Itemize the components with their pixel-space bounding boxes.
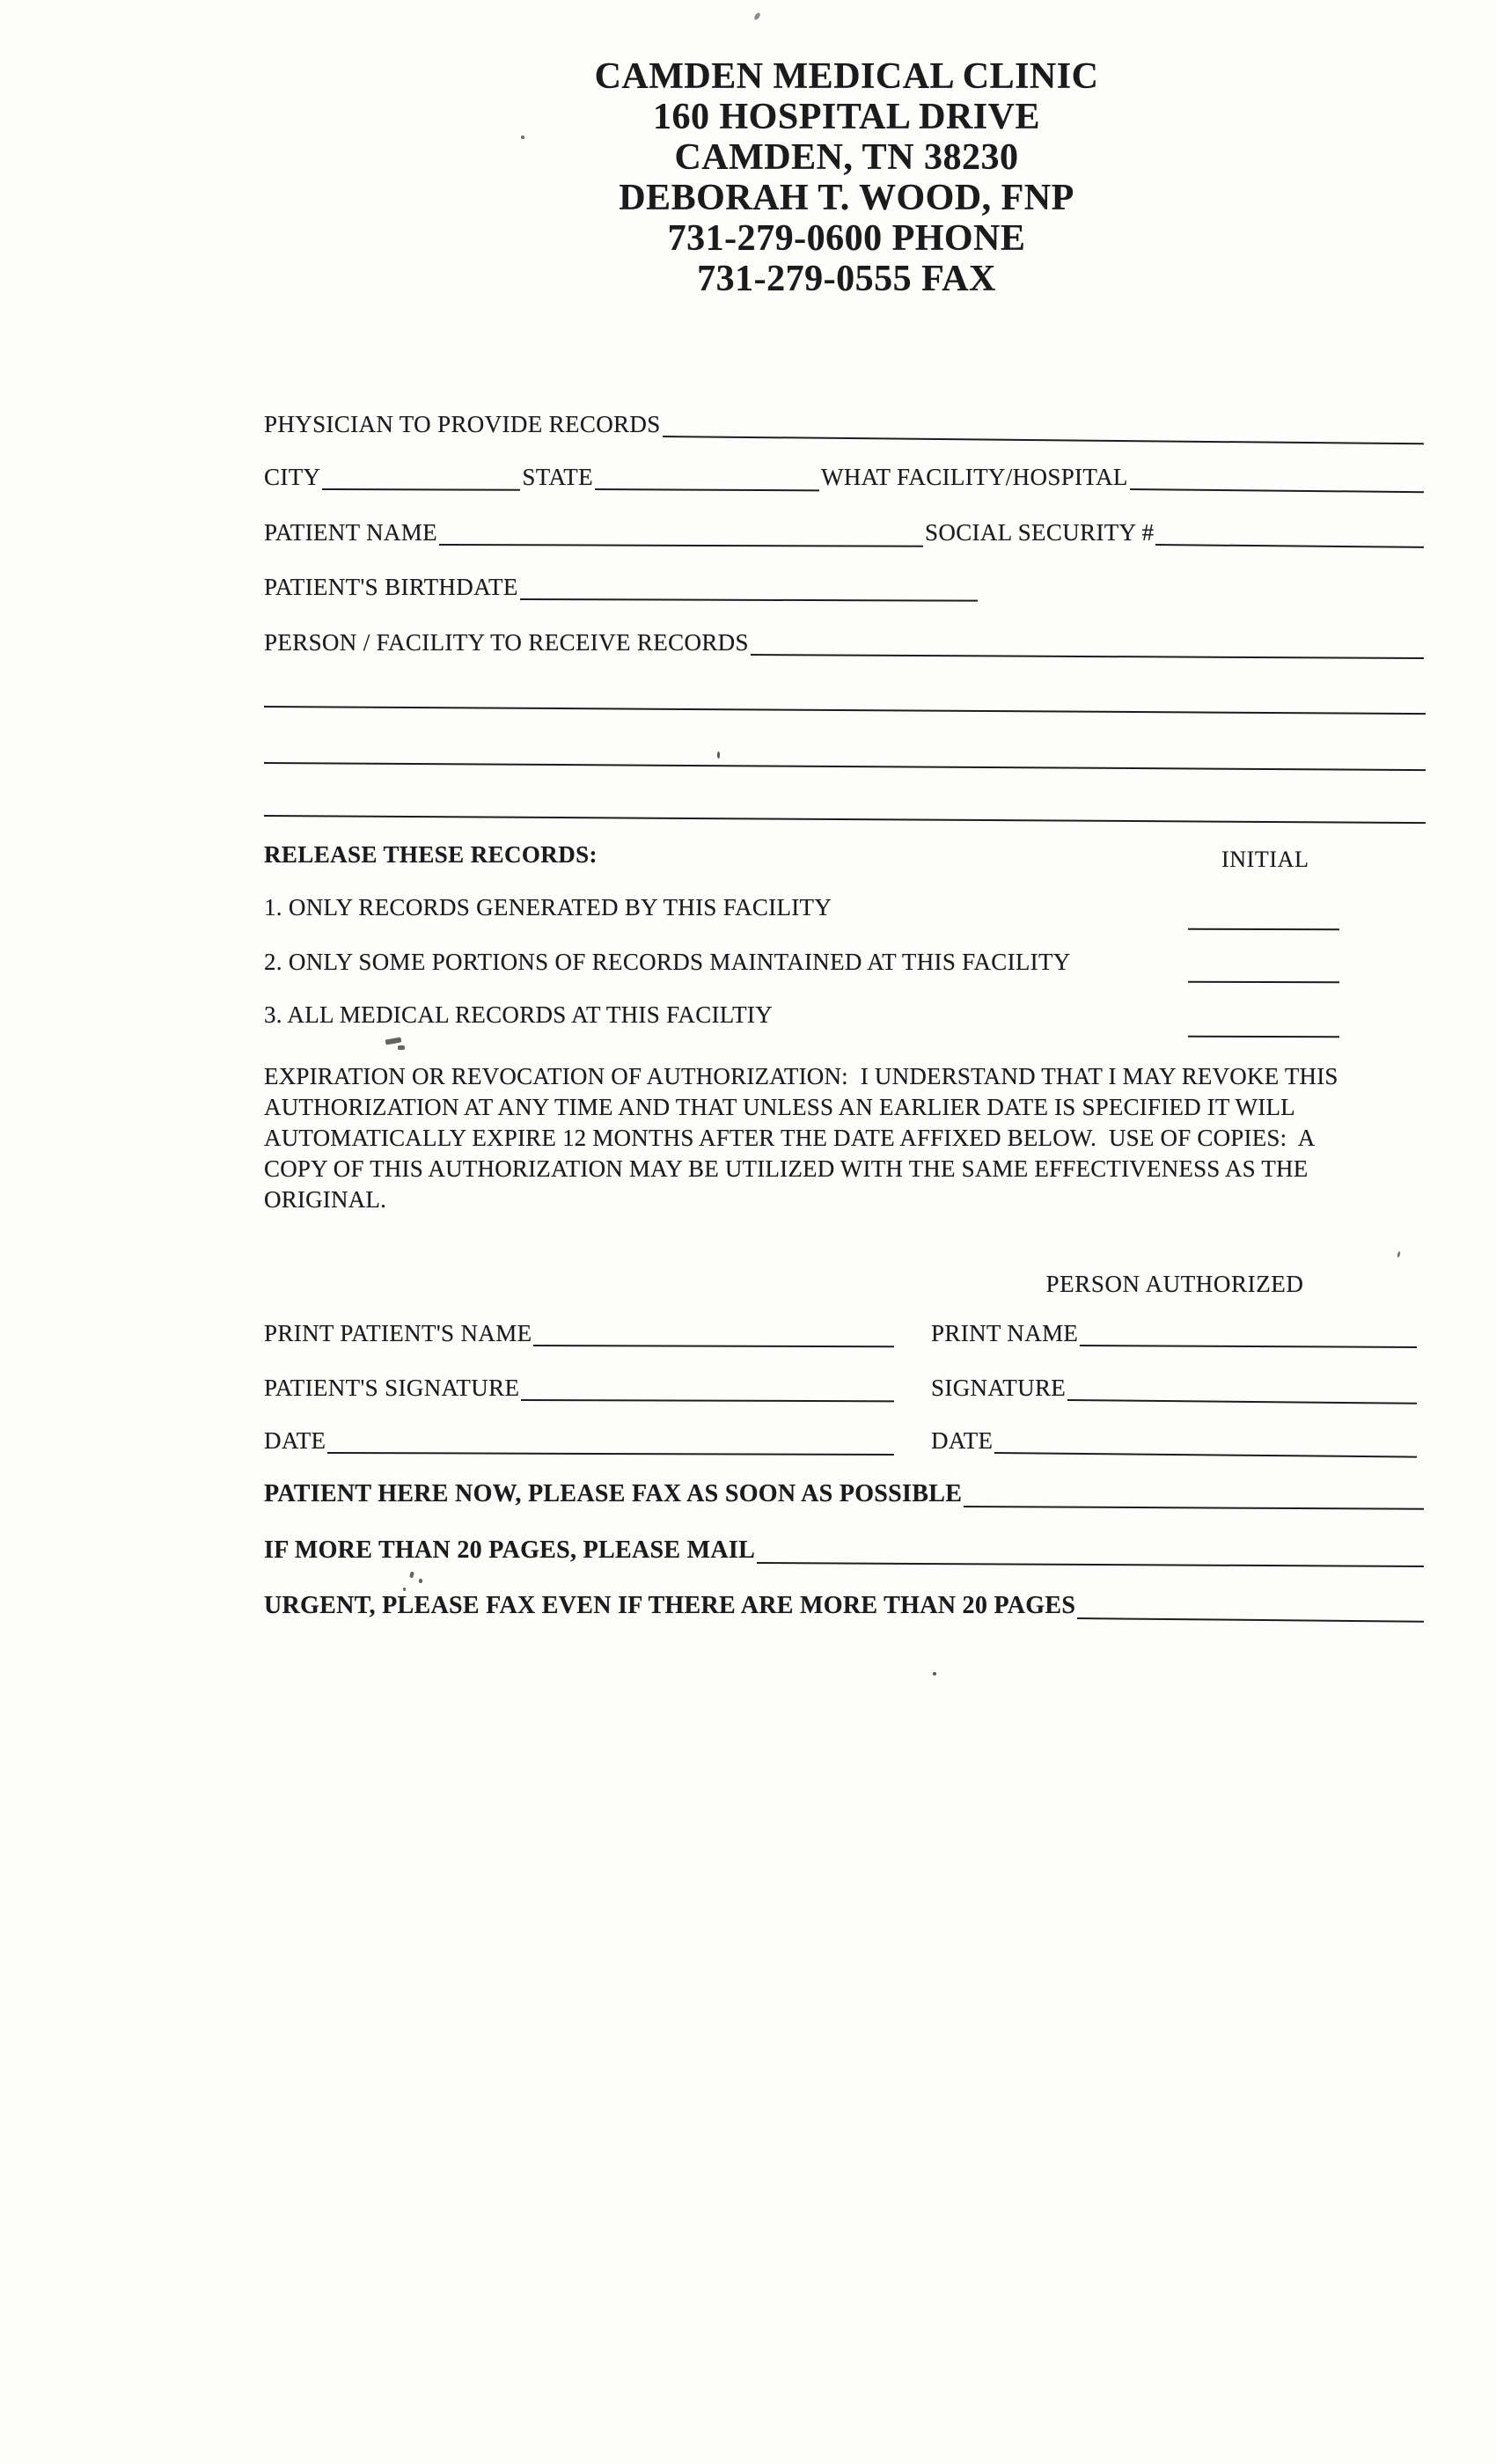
patient-signature-blank-line bbox=[521, 1378, 894, 1402]
facility-blank-line bbox=[1130, 467, 1424, 493]
city-label: CITY bbox=[264, 464, 321, 490]
patient-name-label: PATIENT NAME bbox=[264, 519, 437, 546]
patient-here-now-blank-line bbox=[964, 1485, 1424, 1510]
extra-recipient-blank-line-1 bbox=[264, 706, 1426, 715]
field-row-birthdate bbox=[264, 570, 1426, 600]
authorized-date-label: DATE bbox=[931, 1427, 994, 1454]
initial-blank-line-3 bbox=[1188, 1036, 1339, 1038]
scan-speck bbox=[717, 752, 720, 759]
patient-signature-row bbox=[264, 1371, 896, 1401]
clinic-name: CAMDEN MEDICAL CLINIC bbox=[594, 56, 1099, 97]
clinic-fax: 731-279-0555 FAX bbox=[697, 259, 996, 299]
facility-label: WHAT FACILITY/HOSPITAL bbox=[821, 464, 1128, 490]
physician-blank-line bbox=[663, 414, 1425, 444]
release-item-3: 3. ALL MEDICAL RECORDS AT THIS FACILTIY bbox=[264, 1001, 774, 1028]
provider-name: DEBORAH T. WOOD, FNP bbox=[619, 178, 1074, 218]
scan-speck bbox=[753, 11, 761, 20]
person-authorized-heading: PERSON AUTHORIZED bbox=[1045, 1271, 1304, 1297]
scan-smudge bbox=[385, 1037, 402, 1045]
paragraph-line-3: AUTOMATICALLY EXPIRE 12 MONTHS AFTER THE DATE AFFIXED BELOW. USE OF COPIES: A bbox=[264, 1125, 1316, 1151]
patient-date-row bbox=[264, 1424, 896, 1454]
patient-here-now-label: PATIENT HERE NOW, PLEASE FAX AS SOON AS POSSIBLE bbox=[264, 1480, 963, 1507]
authorized-signature-row bbox=[931, 1371, 1419, 1401]
extra-recipient-blank-line-2 bbox=[264, 762, 1426, 771]
clinic-city-state-zip: CAMDEN, TN 38230 bbox=[674, 137, 1019, 178]
paragraph-line-4: COPY OF THIS AUTHORIZATION MAY BE UTILIZED WITH THE SAME EFFECTIVENESS AS THE bbox=[264, 1155, 1309, 1182]
field-row-patient-name-ssn bbox=[264, 516, 1426, 546]
authorized-print-name-blank-line bbox=[1080, 1324, 1417, 1348]
paragraph-line-5: ORIGINAL. bbox=[264, 1186, 387, 1213]
scan-smudge bbox=[419, 1579, 422, 1583]
field-row-physician bbox=[264, 407, 1426, 437]
authorized-signature-blank-line bbox=[1067, 1378, 1417, 1404]
initial-blank-line-2 bbox=[1188, 981, 1339, 984]
authorized-signature-label: SIGNATURE bbox=[931, 1375, 1067, 1401]
urgent-fax-label: URGENT, PLEASE FAX EVEN IF THERE ARE MORE THAN 20 PAGES bbox=[264, 1592, 1076, 1619]
field-row-receiver bbox=[264, 626, 1426, 656]
release-item-2: 2. ONLY SOME PORTIONS OF RECORDS MAINTAINED AT THIS FACILITY bbox=[264, 949, 1071, 975]
release-item-1: 1. ONLY RECORDS GENERATED BY THIS FACILITY bbox=[264, 894, 832, 920]
authorized-date-blank-line bbox=[994, 1431, 1417, 1458]
more-than-20-pages-blank-line bbox=[757, 1541, 1424, 1567]
print-patient-name-row bbox=[264, 1316, 896, 1346]
scan-speck bbox=[521, 136, 524, 139]
paragraph-line-1: EXPIRATION OR REVOCATION OF AUTHORIZATION: I UNDERSTAND THAT I MAY REVOKE THIS bbox=[264, 1063, 1338, 1089]
fax-instruction-row-1 bbox=[264, 1478, 1426, 1507]
patient-date-label: DATE bbox=[264, 1427, 326, 1454]
initial-column-header: INITIAL bbox=[1221, 847, 1309, 872]
field-row-city-state-facility bbox=[264, 460, 1426, 490]
patient-name-blank-line bbox=[439, 523, 923, 547]
scan-smudge bbox=[409, 1572, 414, 1579]
patient-birthdate-label: PATIENT'S BIRTHDATE bbox=[264, 574, 518, 600]
section-divider-line bbox=[264, 815, 1426, 824]
receiver-label: PERSON / FACILITY TO RECEIVE RECORDS bbox=[264, 629, 749, 656]
authorized-print-name-row bbox=[931, 1316, 1419, 1346]
authorized-print-name-label: PRINT NAME bbox=[931, 1320, 1079, 1346]
scan-speck bbox=[1397, 1251, 1401, 1258]
clinic-letterhead bbox=[539, 56, 1155, 299]
fax-instruction-row-2 bbox=[264, 1534, 1426, 1564]
social-security-label: SOCIAL SECURITY # bbox=[924, 519, 1155, 546]
expiration-paragraph bbox=[264, 1061, 1338, 1215]
birthdate-blank-line bbox=[520, 577, 978, 602]
physician-to-provide-records-label: PHYSICIAN TO PROVIDE RECORDS bbox=[264, 411, 661, 437]
social-security-blank-line bbox=[1155, 523, 1424, 548]
state-blank-line bbox=[595, 467, 819, 491]
scan-smudge bbox=[398, 1045, 405, 1050]
patient-signature-label: PATIENT'S SIGNATURE bbox=[264, 1375, 520, 1401]
patient-date-blank-line bbox=[327, 1431, 894, 1456]
urgent-fax-blank-line bbox=[1077, 1596, 1424, 1623]
city-blank-line bbox=[322, 467, 520, 491]
paragraph-line-2: AUTHORIZATION AT ANY TIME AND THAT UNLESS AN EARLIER DATE IS SPECIFIED IT WILL bbox=[264, 1094, 1295, 1120]
scan-smudge bbox=[403, 1588, 406, 1591]
more-than-20-pages-label: IF MORE THAN 20 PAGES, PLEASE MAIL bbox=[264, 1536, 756, 1564]
print-patient-name-label: PRINT PATIENT'S NAME bbox=[264, 1320, 532, 1346]
clinic-phone: 731-279-0600 PHONE bbox=[667, 218, 1026, 259]
initial-blank-line-1 bbox=[1188, 928, 1339, 931]
authorized-date-row bbox=[931, 1424, 1419, 1454]
scan-speck bbox=[933, 1672, 936, 1676]
receiver-blank-line bbox=[751, 633, 1424, 659]
print-patient-name-blank-line bbox=[533, 1324, 894, 1347]
clinic-street-address: 160 HOSPITAL DRIVE bbox=[653, 97, 1040, 137]
state-label: STATE bbox=[522, 464, 593, 490]
release-these-records-heading: RELEASE THESE RECORDS: bbox=[264, 841, 598, 868]
fax-instruction-row-3 bbox=[264, 1589, 1426, 1619]
